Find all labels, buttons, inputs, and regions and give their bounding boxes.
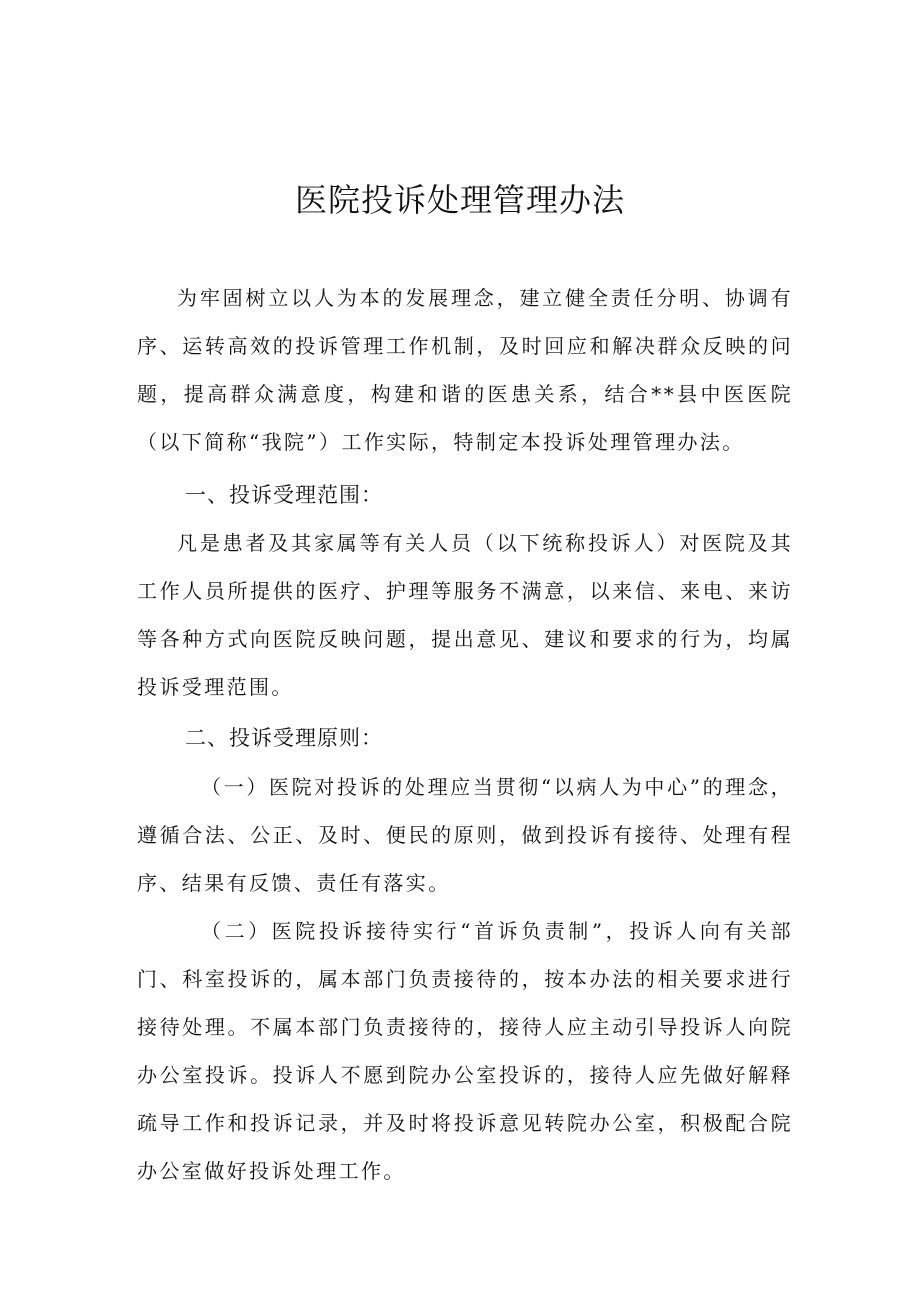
section-2-item-2: （二）医院投诉接待实行“首诉负责制”，投诉人向有关部门、科室投诉的，属本部门负责接待的，按本办法的相关要求进行接待处理。不属本部门负责接待的，接待人应主动引导投诉人向院办公室投诉。投诉人不愿到院办公室投诉的，接待人应先做好解释疏导工作和投诉记录，并及时将投诉意见转院办公室，积极配合院办公室做好投诉处理工作。 — [137, 919, 793, 1183]
section-1-paragraph: 凡是患者及其家属等有关人员（以下统称投诉人）对医院及其工作人员所提供的医疗、护理等服务不满意，以来信、来电、来访等各种方式向医院反映问题，提出意见、建议和要求的行为，均属投诉受理范围。 — [137, 531, 793, 699]
section-2-heading: 二、投诉受理原则： — [185, 726, 383, 750]
document-title: 医院投诉处理管理办法 — [294, 181, 625, 219]
section-2-item-1: （一）医院对投诉的处理应当贯彻“以病人为中心”的理念，遵循合法、公正、及时、便民的原则，做到投诉有接待、处理有程序、结果有反馈、责任有落实。 — [137, 775, 793, 895]
intro-paragraph: 为牢固树立以人为本的发展理念，建立健全责任分明、协调有序、运转高效的投诉管理工作机制，及时回应和解决群众反映的问题，提高群众满意度，构建和谐的医患关系，结合**县中医医院（以下简称“我院”）工作实际，特制定本投诉处理管理办法。 — [137, 286, 793, 454]
section-1-heading: 一、投诉受理范围： — [185, 483, 383, 507]
